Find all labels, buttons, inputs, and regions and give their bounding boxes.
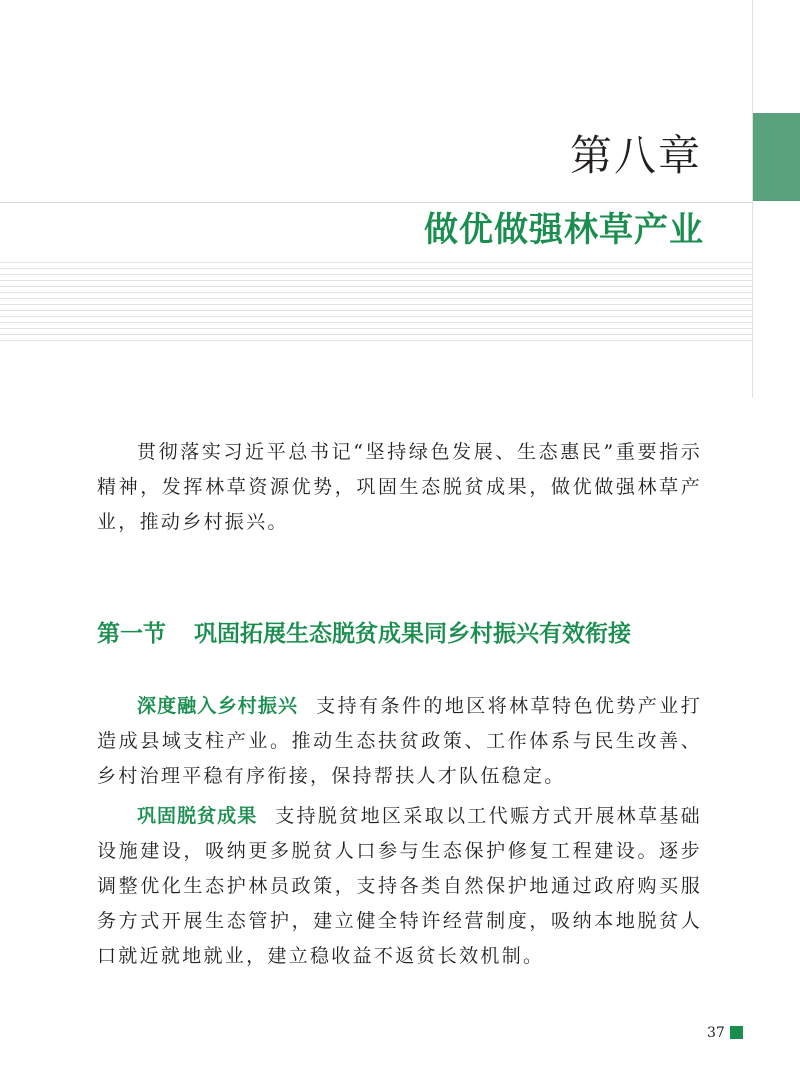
page-number: 37 [707, 1025, 725, 1041]
section-heading [97, 616, 631, 652]
intro-paragraph: 贯彻落实习近平总书记“坚持绿色发展、生态惠民”重要指示精神，发挥林草资源优势，巩固生态脱贫成果，做优做强林草产业，推动乡村振兴。 [97, 441, 702, 533]
paragraph-keyword: 深度融入乡村振兴 [137, 695, 299, 717]
paragraph-text: 支持有条件的地区将林草特色优势产业打造成县域支柱产业。推动生态扶贫政策、工作体系与民生改善、乡村治理平稳有序衔接，保持帮扶人才队伍稳定。 [97, 695, 702, 787]
section-label: 第一节 [97, 621, 166, 647]
decorative-stripes [0, 262, 752, 346]
chapter-title: 做优做强林草产业 [424, 210, 704, 250]
body-paragraph [97, 689, 702, 794]
chapter-tab-marker [753, 113, 800, 201]
body-paragraph [97, 799, 702, 974]
chapter-number: 第八章 [569, 131, 702, 180]
page-number-square-icon [730, 1026, 743, 1039]
section-title: 巩固拓展生态脱贫成果同乡村振兴有效衔接 [194, 621, 631, 647]
header-rule [0, 202, 752, 203]
paragraph-text: 支持脱贫地区采取以工代赈方式开展林草基础设施建设，吸纳更多脱贫人口参与生态保护修复工程建设。逐步调整优化生态护林员政策，支持各类自然保护地通过政府购买服务方式开展生态管护，建立健全特许经营制度，吸纳本地脱贫人口就近就地就业，建立稳收益不返贫长效机制。 [97, 805, 702, 967]
paragraph-keyword: 巩固脱贫成果 [137, 805, 258, 827]
